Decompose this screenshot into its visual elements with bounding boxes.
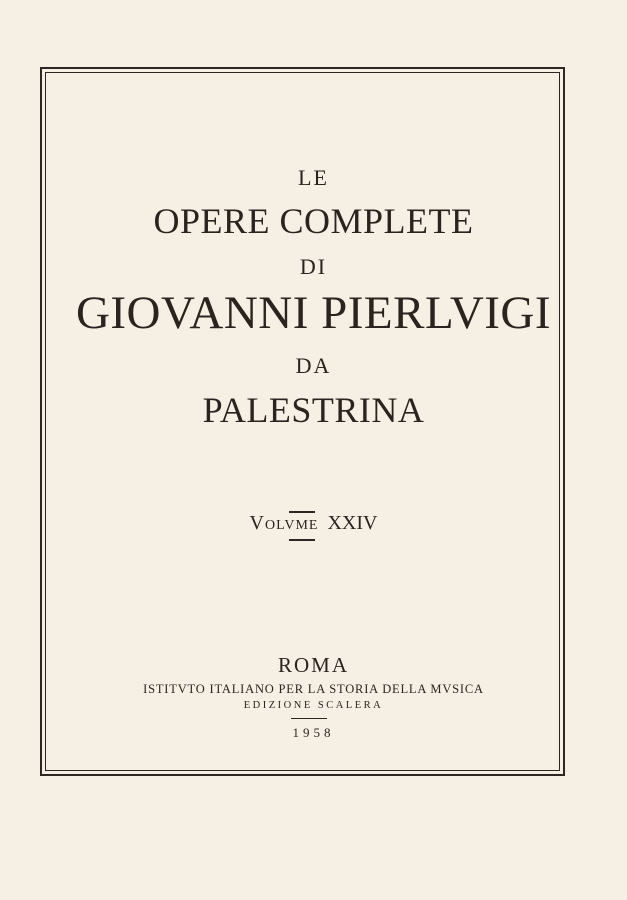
title-line-di: DI <box>299 254 328 279</box>
composer-place: PALESTRINA <box>202 390 425 430</box>
title-line-da: DA <box>295 353 332 378</box>
publisher-name: ISTITVTO ITALIANO PER LA STORIA DELLA MVSICA <box>143 682 484 696</box>
volume-word: Volvme <box>249 512 319 534</box>
title-line-opere-complete: OPERE COMPLETE <box>153 201 474 241</box>
title-line-le: LE <box>298 165 329 190</box>
publication-year: 1958 <box>292 725 335 740</box>
volume-rule-bottom <box>289 539 315 541</box>
volume-label <box>0 513 627 533</box>
publication-city: ROMA <box>277 653 349 677</box>
volume-number: XXIV <box>327 512 378 534</box>
edition-name: EDIZIONE SCALERA <box>243 700 384 711</box>
composer-name: GIOVANNI PIERLVIGI <box>75 287 552 339</box>
edition-rule <box>291 718 327 719</box>
